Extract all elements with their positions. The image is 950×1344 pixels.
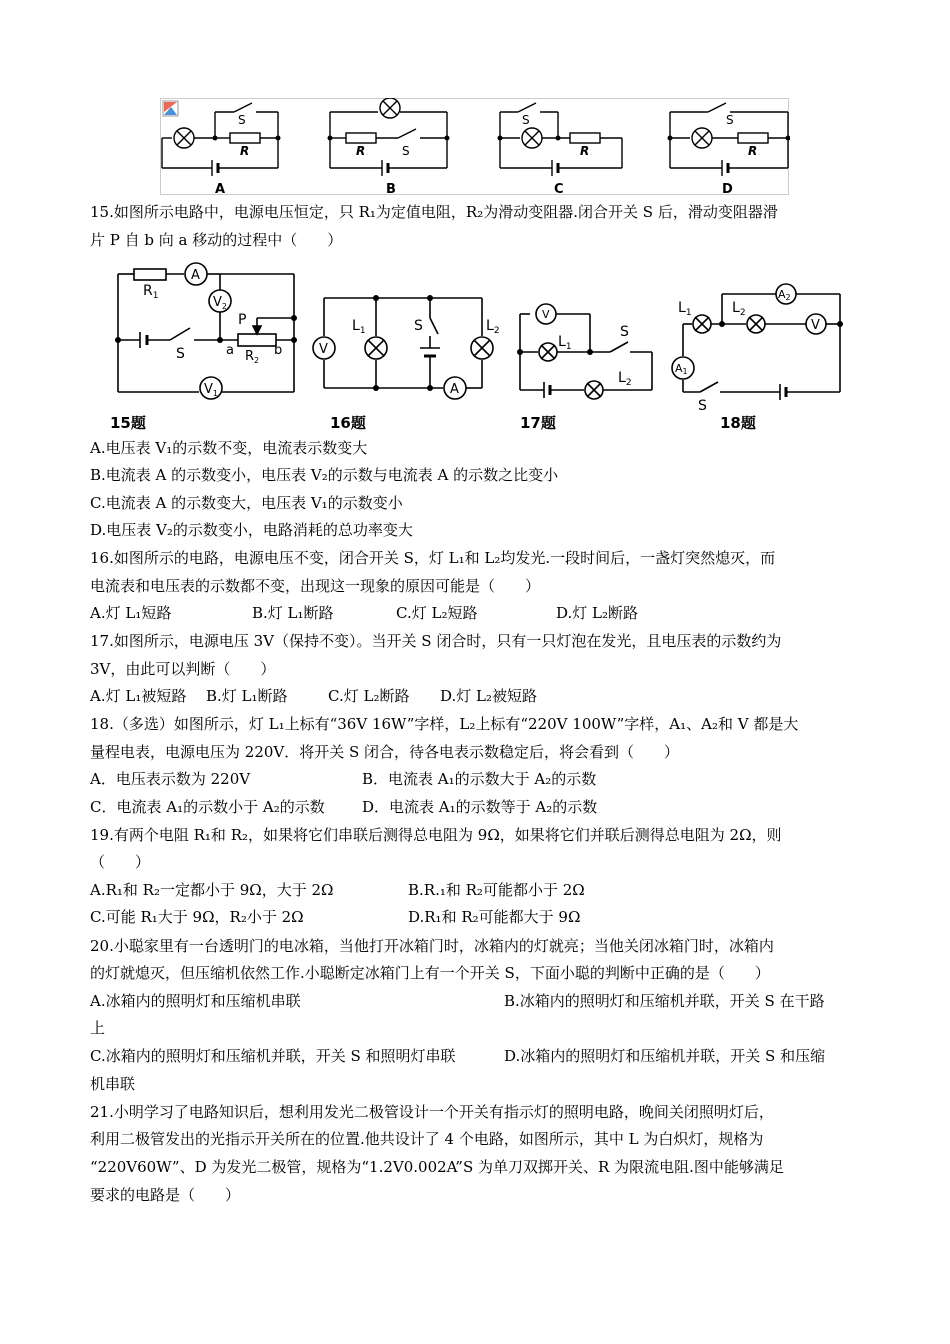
q15-stem-line1: 15.如图所示电路中，电源电压恒定，只 R₁为定值电阻，R₂为滑动变阻器.闭合开关 S 后，滑动变阻器滑 xyxy=(90,203,778,221)
caption-fig-15: 15题 xyxy=(110,414,146,432)
fig17-l1-label: $L_1$ xyxy=(558,334,572,352)
q20-stem-line1: 20.小聪家里有一台透明门的电冰箱，当他打开冰箱门时，冰箱内的灯就亮；当他关闭冰箱门时，冰箱内 xyxy=(90,937,774,955)
fig15-v1-label: $V_1$ xyxy=(204,382,218,398)
fig15-b-point-label: b xyxy=(274,343,283,358)
q19-stem-line1: 19.有两个电阻 R₁和 R₂，如果将它们串联后测得总电阻为 9Ω，如果将它们并联后测得总电阻为 2Ω，则 xyxy=(90,826,782,844)
q19-option-d: D.R₁和 R₂可能都大于 9Ω xyxy=(408,908,581,926)
fig17-voltmeter-label: V xyxy=(542,308,550,321)
fig18-l1-label: $L_1$ xyxy=(678,300,692,318)
q16-option-b: B.灯 L₁断路 xyxy=(252,604,334,622)
fig15-r1-label: $R_1$ xyxy=(143,283,159,301)
q16-option-c: C.灯 L₂短路 xyxy=(396,604,478,622)
caption-fig-16: 16题 xyxy=(330,414,366,432)
q21-stem-line2: 利用二极管发出的光指示开关所在的位置.他共设计了 4 个电路，如图所示，其中 L 为白炽灯，规格为 xyxy=(90,1130,764,1148)
figure-16-circuit xyxy=(313,298,493,399)
q17-option-d: D.灯 L₂被短路 xyxy=(440,687,538,705)
q18-option-a: A．电压表示数为 220V xyxy=(90,770,251,788)
q18-option-d: D．电流表 A₁的示数等于 A₂的示数 xyxy=(362,798,598,816)
q15-option-d: D.电压表 V₂的示数变小，电路消耗的总功率变大 xyxy=(90,521,413,539)
fig15-a-point-label: a xyxy=(226,343,234,358)
fig15-p-label: P xyxy=(238,312,247,328)
circuit-b-switch-label: S xyxy=(402,144,410,158)
q17-stem-line1: 17.如图所示，电源电压 3V（保持不变）。当开关 S 闭合时，只有一只灯泡在发光，且电压表的示数约为 xyxy=(90,632,782,650)
circuit-figures-15-18 xyxy=(100,258,860,434)
fig16-voltmeter-label: V xyxy=(319,342,328,357)
q19-option-a: A.R₁和 R₂一定都小于 9Ω，大于 2Ω xyxy=(90,881,334,899)
fig18-switch-label: S xyxy=(698,398,707,414)
fig15-v2-label: $V_2$ xyxy=(213,295,227,311)
fig15-ammeter-label: A xyxy=(191,268,200,283)
q16-option-d: D.灯 L₂断路 xyxy=(556,604,639,622)
circuit-b-resistor-label: R xyxy=(356,144,366,158)
fig16-ammeter-label: A xyxy=(450,382,459,397)
fig16-l1-label: $L_1$ xyxy=(352,318,366,336)
fig18-l2-label: $L_2$ xyxy=(732,300,746,318)
q18-stem-line2: 量程电表，电源电压为 220V．将开关 S 闭合，待各电表示数稳定后，将会看到（ ） xyxy=(90,743,680,761)
figure-17-circuit xyxy=(520,304,652,399)
circuit-d-option-label: D xyxy=(722,182,733,196)
q16-option-a: A.灯 L₁短路 xyxy=(90,604,172,622)
fig16-switch-label: S xyxy=(414,318,423,334)
q19-option-c: C.可能 R₁大于 9Ω，R₂小于 2Ω xyxy=(90,908,304,926)
circuit-c-resistor-label: R xyxy=(580,144,590,158)
q20-option-d: D.冰箱内的照明灯和压缩机并联，开关 S 和压缩 xyxy=(504,1047,826,1065)
q21-stem-line1: 21.小明学习了电路知识后，想利用发光二极管设计一个开关有指示灯的照明电路，晚间关闭照明灯后， xyxy=(90,1103,774,1121)
q19-stem-line2: （ ） xyxy=(90,853,151,871)
q20-option-b: B.冰箱内的照明灯和压缩机并联，开关 S 在干路 xyxy=(504,992,825,1010)
circuit-option-b xyxy=(330,98,447,176)
fig18-a2-label: A2 xyxy=(778,288,791,302)
circuit-d-resistor-label: R xyxy=(748,144,758,158)
circuit-d-switch-label: S xyxy=(726,113,734,127)
broken-image-icon xyxy=(163,101,178,116)
q15-option-b: B.电流表 A 的示数变小，电压表 V₂的示数与电流表 A 的示数之比变小 xyxy=(90,466,559,484)
q17-option-a: A.灯 L₁被短路 xyxy=(90,687,187,705)
circuit-c-option-label: C xyxy=(554,182,564,196)
fig18-voltmeter-label: V xyxy=(811,318,820,333)
q18-stem-line1: 18.（多选）如图所示，灯 L₁上标有“36V 16W”字样，L₂上标有“220V 100W”字样，A₁、A₂和 V 都是大 xyxy=(90,715,799,733)
fig17-l2-label: $L_2$ xyxy=(618,370,632,388)
fig17-switch-label: S xyxy=(620,324,629,340)
q15-stem-line2: 片 P 自 b 向 a 移动的过程中（ ） xyxy=(90,231,343,249)
q20-option-d-continued: 机串联 xyxy=(90,1075,136,1093)
q20-option-c: C.冰箱内的照明灯和压缩机并联，开关 S 和照明灯串联 xyxy=(90,1047,456,1065)
fig15-r2-label: $R_2$ xyxy=(245,349,260,365)
q20-option-b-continued: 上 xyxy=(90,1019,106,1037)
circuit-a-option-label: A xyxy=(215,182,226,196)
circuit-a-resistor-label: R xyxy=(240,144,250,158)
fig18-a1-label: A1 xyxy=(675,362,688,376)
circuit-c-switch-label: S xyxy=(522,113,530,127)
q19-option-b: B.R.₁和 R₂可能都小于 2Ω xyxy=(408,881,585,899)
q17-option-c: C.灯 L₂断路 xyxy=(328,687,410,705)
top-circuit-figure xyxy=(160,98,790,196)
circuit-a-switch-label: S xyxy=(238,113,246,127)
circuit-option-a xyxy=(162,103,278,176)
q15-option-a: A.电压表 V₁的示数不变，电流表示数变大 xyxy=(90,439,368,457)
q21-stem-line3: “220V60W”、D 为发光二极管，规格为“1.2V0.002A”S 为单刀双掷开关、R 为限流电阻.图中能够满足 xyxy=(90,1158,784,1176)
q20-option-a: A.冰箱内的照明灯和压缩机串联 xyxy=(90,992,301,1010)
figure-18-circuit xyxy=(672,284,840,400)
q17-stem-line2: 3V，由此可以判断（ ） xyxy=(90,660,276,678)
q18-option-c: C．电流表 A₁的示数小于 A₂的示数 xyxy=(90,798,325,816)
q15-option-c: C.电流表 A 的示数变大，电压表 V₁的示数变小 xyxy=(90,494,403,512)
fig15-switch-label: S xyxy=(176,346,185,362)
q20-stem-line2: 的灯就熄灭，但压缩机依然工作.小聪断定冰箱门上有一个开关 S，下面小聪的判断中正确的是（ ） xyxy=(90,964,770,982)
q17-option-b: B.灯 L₁断路 xyxy=(206,687,288,705)
q16-stem-line2: 电流表和电压表的示数都不变，出现这一现象的原因可能是（ ） xyxy=(90,577,541,595)
caption-fig-18: 18题 xyxy=(720,414,756,432)
fig16-l2-label: $L_2$ xyxy=(486,318,500,336)
caption-fig-17: 17题 xyxy=(520,414,556,432)
circuit-option-c xyxy=(500,103,622,176)
q16-stem-line1: 16.如图所示的电路，电源电压不变，闭合开关 S，灯 L₁和 L₂均发光.一段时间后，一盏灯突然熄灭，而 xyxy=(90,549,776,567)
circuit-b-option-label: B xyxy=(386,182,396,196)
q18-option-b: B．电流表 A₁的示数大于 A₂的示数 xyxy=(362,770,597,788)
q21-stem-line4: 要求的电路是（ ） xyxy=(90,1186,241,1204)
